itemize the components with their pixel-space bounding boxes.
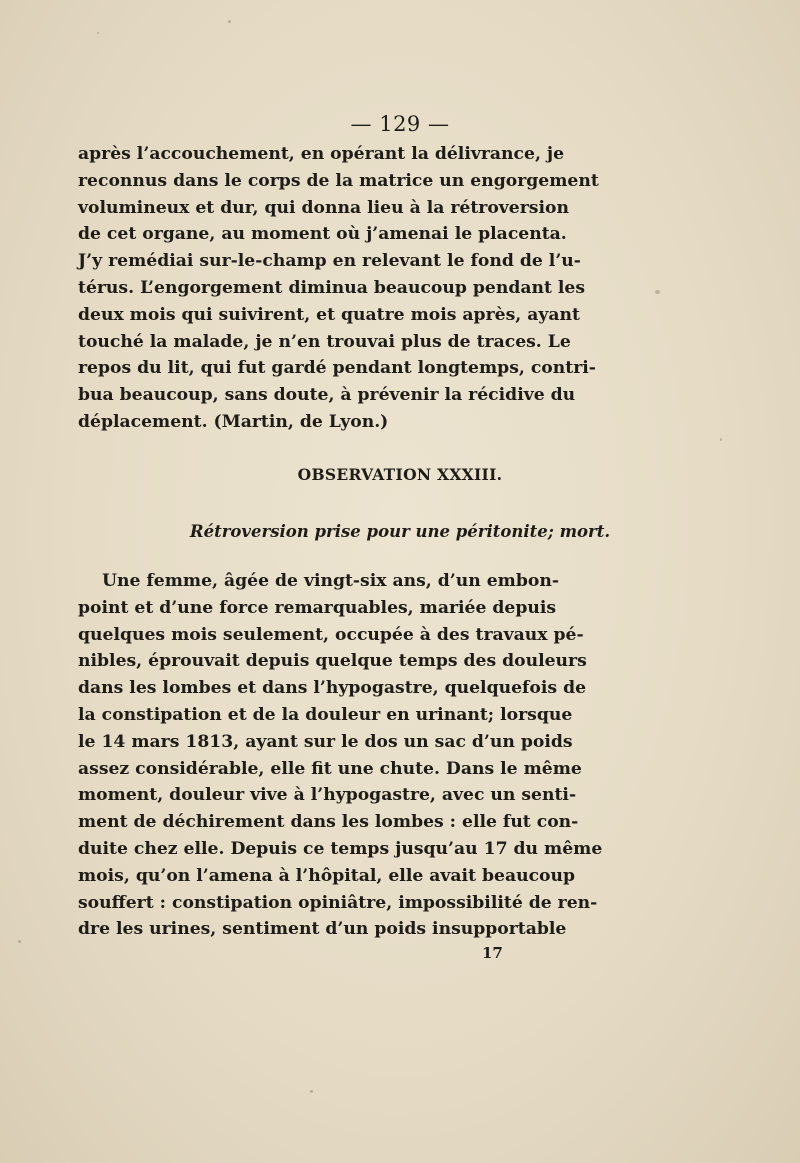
text-line: touché la malade, je n’en trouvai plus de traces. Le: [78, 331, 571, 352]
text-line: térus. L’engorgement diminua beaucoup pendant les: [78, 277, 586, 298]
paper-speck: [310, 1090, 313, 1093]
text-line: bua beaucoup, sans doute, à prévenir la récidive du: [78, 385, 576, 406]
signature-mark: 17: [482, 944, 503, 962]
text-line: dans les lombes et dans l’hypogastre, quelquefois de: [78, 678, 587, 699]
text-line: ment de déchirement dans les lombes : elle fut con-: [78, 812, 579, 833]
text-line: volumineux et dur, qui donna lieu à la rétroversion: [78, 197, 569, 218]
text-line: dre les urines, sentiment d’un poids insupportable: [78, 919, 567, 940]
text-line: Une femme, âgée de vingt-six ans, d’un embon-: [102, 571, 559, 591]
text-line: déplacement. (Martin, de Lyon.): [78, 411, 389, 432]
text-line: mois, qu’on l’amena à l’hôpital, elle avait beaucoup: [78, 865, 576, 886]
text-line: souffert : constipation opiniâtre, impossibilité de ren-: [78, 892, 598, 913]
paper-speck: [655, 290, 660, 294]
text-line: reconnus dans le corps de la matrice un engorgement: [78, 170, 599, 191]
text-line: après l’accouchement, en opérant la délivrance, je: [78, 144, 565, 164]
text-line: la constipation et de la douleur en urinant; lorsque: [78, 704, 573, 725]
text-line: duite chez elle. Depuis ce temps jusqu’au 17 du même: [78, 838, 603, 859]
paper-speck: [97, 32, 99, 34]
paper-speck: [720, 438, 722, 441]
paragraph-2: [78, 568, 603, 943]
text-line: de cet organe, au moment où j’amenai le placenta.: [78, 224, 567, 245]
text-line: deux mois qui suivirent, et quatre mois après, ayant: [78, 304, 580, 325]
observation-heading: OBSERVATION XXXIII.: [297, 465, 503, 484]
text-line: point et d’une force remarquables, mariée depuis: [78, 597, 557, 618]
text-line: quelques mois seulement, occupée à des travaux pé-: [78, 624, 584, 645]
text-line: J’y remédiai sur-le-champ en relevant le fond de l’u-: [78, 251, 581, 272]
paper-speck: [18, 940, 21, 943]
paper-speck: [228, 20, 231, 23]
text-line: repos du lit, qui fut gardé pendant longtemps, contri-: [78, 358, 596, 379]
text-line: assez considérable, elle fit une chute. Dans le même: [78, 758, 582, 779]
observation-subtitle: Rétroversion prise pour une péritonite; mort.: [189, 522, 611, 541]
page-number: — 129 —: [350, 112, 450, 136]
text-line: moment, douleur vive à l’hypogastre, avec un senti-: [78, 785, 577, 806]
paragraph-1: [78, 141, 599, 436]
text-line: le 14 mars 1813, ayant sur le dos un sac d’un poids: [78, 731, 573, 752]
text-line: nibles, éprouvait depuis quelque temps des douleurs: [78, 651, 587, 672]
